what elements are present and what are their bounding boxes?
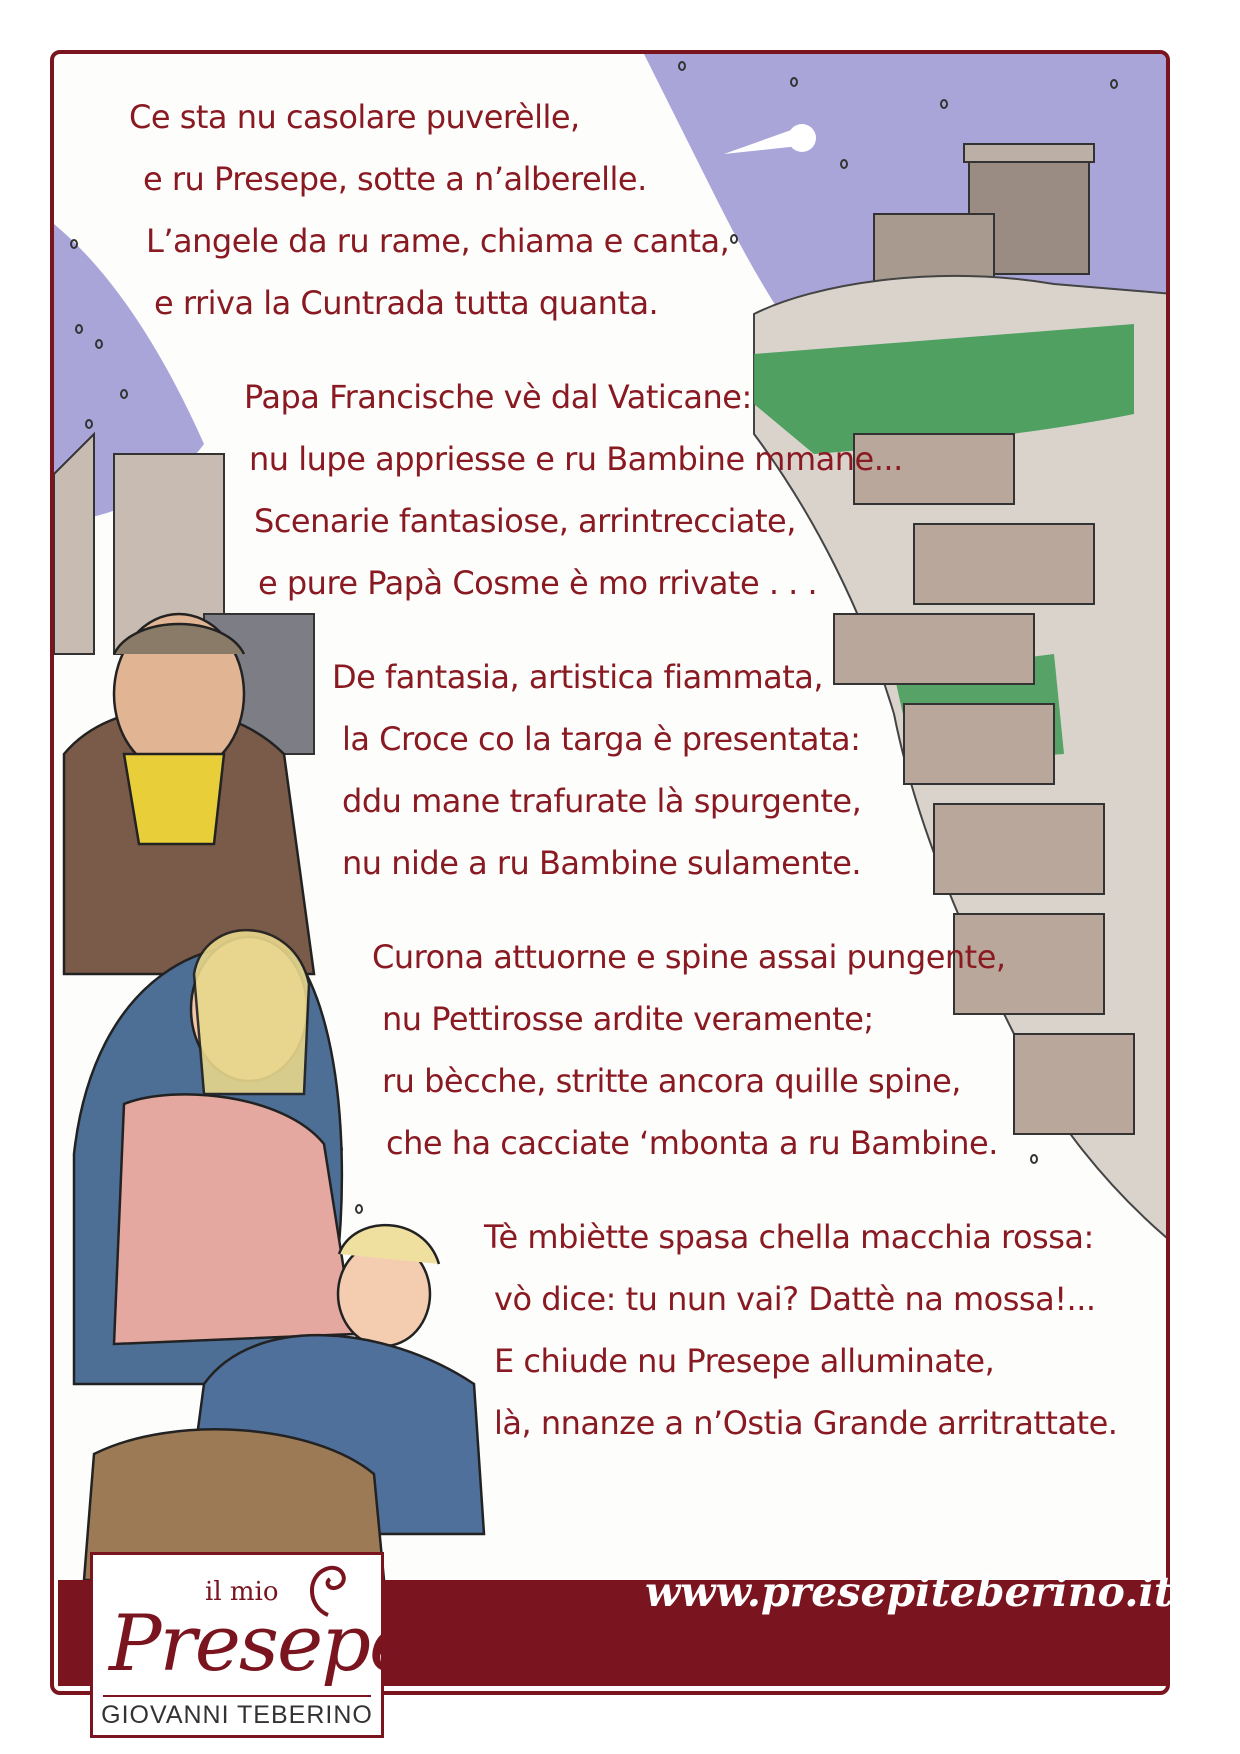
website-link[interactable]: www.presepiteberino.it [645, 1568, 1173, 1616]
poem-line: ddu mane trafurate là spurgente, [342, 782, 862, 820]
poem-stanza-1 [129, 86, 729, 334]
poem-line: nu nide a ru Bambine sulamente. [342, 844, 862, 882]
poem-line: De fantasia, artistica fiammata, [332, 658, 824, 696]
poem-line: che ha cacciate ‘mbonta a ru Bambine. [386, 1124, 998, 1162]
logo-title: Presepe [109, 1599, 414, 1689]
poem-line: Curona attuorne e spine assai pungente, [372, 938, 1006, 976]
poem-line: e ru Presepe, sotte a n’alberelle. [143, 160, 647, 198]
poem-line: E chiude nu Presepe alluminate, [494, 1342, 995, 1380]
logo-divider [103, 1695, 371, 1697]
poem-line: e pure Papà Cosme è mo rrivate . . . [258, 564, 818, 602]
poem-stanza-2 [244, 366, 903, 614]
poem-stanza-3 [332, 646, 861, 894]
poem-line: nu lupe appriesse e ru Bambine mmane... [249, 440, 903, 478]
poem-line: là, nnanze a n’Ostia Grande arritrattate. [494, 1404, 1118, 1442]
mary-figure [74, 930, 354, 1384]
logo-author: GIOVANNI TEBERINO [101, 1701, 373, 1729]
poem-line: nu Pettirosse ardite veramente; [382, 1000, 874, 1038]
poem-stanza-5 [484, 1206, 1117, 1454]
poem-line: L’angele da ru rame, chiama e canta, [146, 222, 730, 260]
poem-line: Papa Francische vè dal Vaticane: [244, 378, 752, 416]
poem-stanza-4 [372, 926, 1006, 1174]
presepe-logo [90, 1552, 414, 1738]
poem-line: Scenarie fantasiose, arrintrecciate, [254, 502, 796, 540]
page-frame [50, 50, 1173, 1695]
poem-line: vò dice: tu nun vai? Dattè na mossa!... [494, 1280, 1096, 1318]
poem-line: ru bècche, stritte ancora quille spine, [382, 1062, 961, 1100]
logo-subtitle: il mio [205, 1577, 279, 1607]
poem-line: Tè mbiètte spasa chella macchia rossa: [484, 1218, 1094, 1256]
poem-line: Ce sta nu casolare puverèlle, [129, 98, 580, 136]
poem-line: la Croce co la targa è presentata: [342, 720, 861, 758]
poem-line: e rriva la Cuntrada tutta quanta. [154, 284, 659, 322]
